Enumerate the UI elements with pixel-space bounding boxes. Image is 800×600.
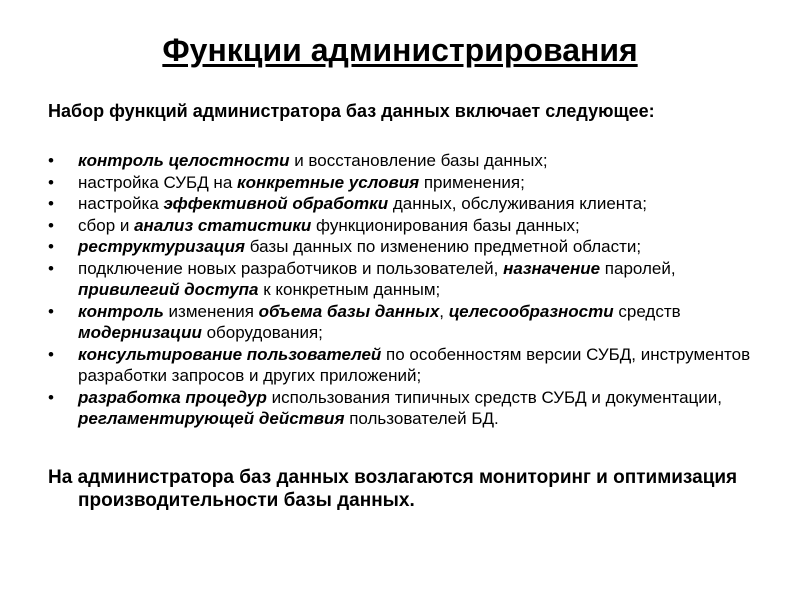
- emphasis-text: привилегий доступа: [78, 280, 259, 299]
- item-text: подключение новых разработчиков и пользователей,: [78, 258, 504, 278]
- emphasis-text: разработка процедур: [78, 387, 267, 407]
- emphasis-text: анализ статистики: [134, 215, 312, 235]
- item-text: применения;: [419, 172, 525, 192]
- item-text: по особенностям версии СУБД, инструментов разработки запросов и других приложений;: [78, 344, 751, 385]
- item-text: ,: [439, 301, 449, 321]
- emphasis-text: эффективной обработки: [163, 194, 389, 213]
- emphasis-text: контроль: [78, 301, 164, 321]
- list-item: [48, 258, 768, 301]
- item-text: и восстановление базы данных;: [289, 151, 548, 170]
- item-text: настройка СУБД на: [78, 172, 237, 192]
- item-text: данных, обслуживания клиента;: [388, 194, 647, 213]
- emphasis-text: консультирование пользователей: [78, 344, 382, 364]
- item-text: средств: [613, 301, 681, 321]
- emphasis-text: модернизации: [78, 323, 202, 342]
- list-item: [48, 344, 768, 387]
- emphasis-text: регламентирующей действия: [78, 409, 345, 428]
- item-text: настройка: [78, 194, 164, 213]
- emphasis-text: объема базы данных: [258, 301, 440, 321]
- conclusion-text: На администратора баз данных возлагаются мониторинг и оптимизация производительности базы данных.: [48, 467, 738, 511]
- list-item: [48, 193, 768, 215]
- item-text: пользователей БД.: [344, 409, 499, 428]
- list-item: [48, 215, 768, 237]
- intro-text: Набор функций администратора баз данных включает следующее:: [48, 101, 655, 121]
- emphasis-text: целесообразности: [448, 301, 614, 321]
- item-text: к конкретным данным;: [258, 280, 441, 299]
- emphasis-text: контроль целостности: [78, 151, 290, 170]
- list-item: [48, 172, 768, 194]
- functions-list: [48, 150, 768, 430]
- item-text: использования типичных средств СУБД и документации,: [266, 387, 722, 407]
- list-item: [48, 236, 768, 258]
- item-text: базы данных по изменению предметной области;: [245, 237, 642, 256]
- item-text: паролей,: [600, 258, 676, 278]
- list-item: [48, 387, 768, 430]
- item-text: функционирования базы данных;: [311, 215, 580, 235]
- item-text: изменения: [163, 301, 259, 321]
- page-title: Функции администрирования: [162, 32, 638, 68]
- list-item: [48, 301, 768, 344]
- item-text: оборудования;: [201, 323, 323, 342]
- emphasis-text: назначение: [503, 258, 601, 278]
- emphasis-text: конкретные условия: [237, 172, 420, 192]
- emphasis-text: реструктуризация: [78, 237, 246, 256]
- list-item: [48, 150, 768, 172]
- item-text: сбор и: [78, 215, 135, 235]
